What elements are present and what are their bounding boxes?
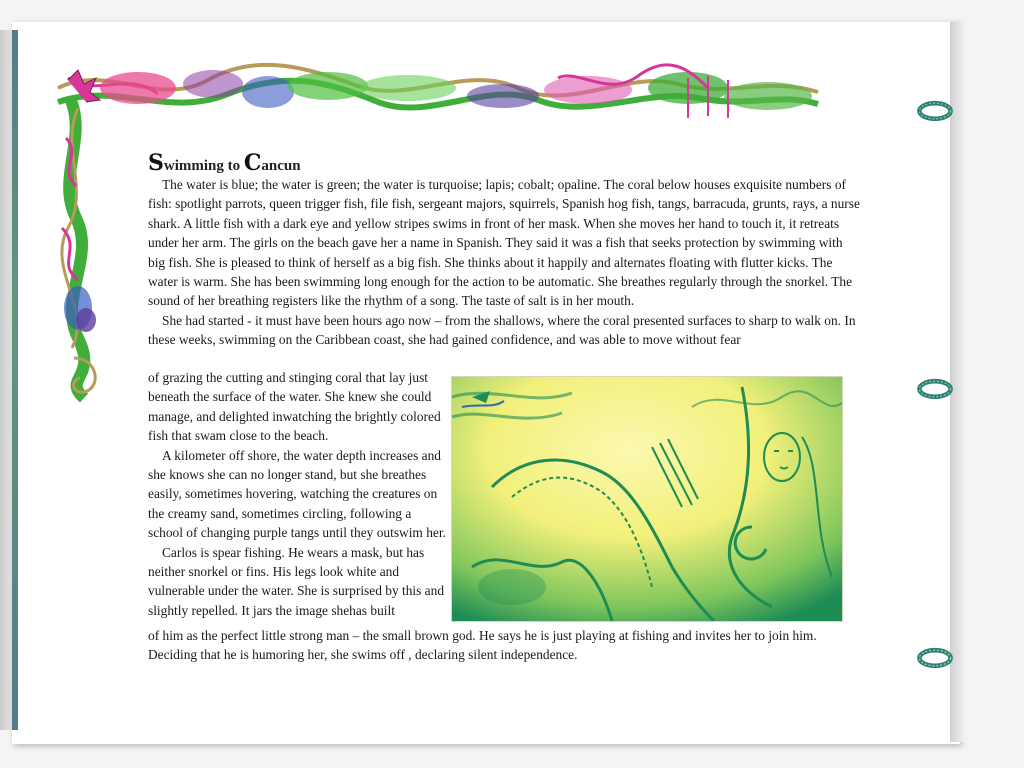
title-text: ancun (261, 158, 301, 174)
title-text: wimming to (163, 158, 244, 174)
mermaid-illustration-icon (451, 376, 843, 622)
story-title (148, 150, 301, 176)
binding-ring-icon (908, 645, 962, 671)
title-initial: C (243, 150, 262, 176)
binding-ring-icon (908, 376, 962, 402)
paragraph: The water is blue; the water is green; the water is turquoise; lapis; cobalt; opaline. The coral below houses exquisite numbers of fish: spotlight parrots, queen trigger fish, file fish, sergeant majors, squirrels, Spanish hog fish, tangs, barracuda, grunts, rays, a nurse shark. A little fish with a dark eye and yellow stripes swims in front of her mask. When she moves her hand to touch it, it retreats under her arm. The girls on the beach gave her a name in Spanish. They said it was a fish that seeks protection by swimming with big fish. She is pleased to think of herself as a big fish. She thinks about it happily and alternates floating with flutter kicks. The water is warm. She has been swimming long enough for the action to be automatic. She breathes regularly through the snorkel. The sound of her breathing registers like the rhythm of a song. The taste of salt is in her mouth. (148, 177, 860, 309)
paragraph: A kilometer off shore, the water depth increases and she knows she can no longer stand, but she breathes easily, sometimes hovering, watching the creatures on the creamy sand, sometimes circling, following a school of changing purple tangs until they outswim her. (148, 447, 446, 541)
title-initial: S (148, 150, 164, 176)
paragraph: Carlos is spear fishing. He wears a mask, but has neither snorkel or fins. His legs look white and vulnerable under the water. She is surprised by this and slightly repelled. It jars the image shehas built (148, 544, 445, 618)
page-spine (12, 30, 18, 730)
paragraph: She had started - it must have been hours ago now – from the shallows, where the coral presented surfaces to sharp to walk on. In these weeks, swimming on the Caribbean coast, she had gained confidence, and was able to move without fear (148, 312, 856, 348)
story-body-top (148, 175, 860, 350)
binding-ring-icon (908, 98, 962, 124)
story-body-wrapped (148, 368, 448, 620)
paragraph: of grazing the cutting and stinging coral that lay just beneath the surface of the water. She knew she could manage, and delighted inwatching the brightly colored fish that swam close to the beach. (148, 370, 441, 444)
story-body-bottom (148, 626, 868, 665)
paragraph: of him as the perfect little strong man – the small brown god. He says he is just playing at fishing and invites her to join him. Deciding that he is humoring her, she swims off , declaring silent independence. (148, 628, 817, 663)
